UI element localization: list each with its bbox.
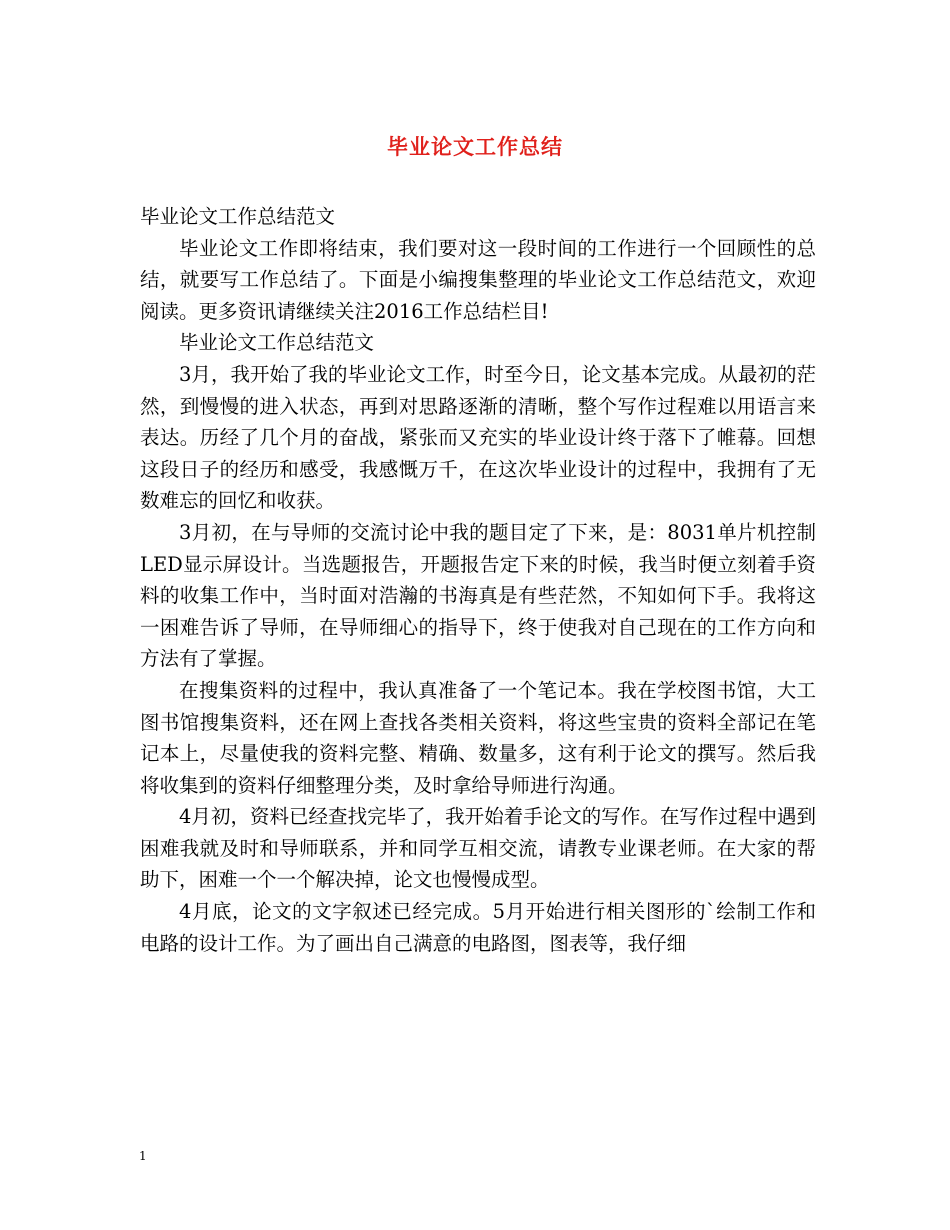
page-number: 1 — [139, 1149, 147, 1163]
paragraph-research: 在搜集资料的过程中，我认真准备了一个笔记本。我在学校图书馆，大工图书馆搜集资料，还在网上查找各类相关资料，将这些宝贵的资料全部记在笔记本上，尽量使我的资料完整、精确、数量多，这有利于论文的撰写。然后我将收集到的资料仔细整理分类，及时拿给导师进行沟通。 — [140, 678, 816, 797]
paragraph-march: 3月，我开始了我的毕业论文工作，时至今日，论文基本完成。从最初的茫然，到慢慢的进入状态，再到对思路逐渐的清晰，整个写作过程难以用语言来表达。历经了几个月的奋战，紧张而又充实的毕业设计终于落下了帷幕。回想这段日子的经历和感受，我感慨万千，在这次毕业设计的过程中，我拥有了无数难忘的回忆和收获。 — [140, 362, 816, 513]
paragraph-subtitle: 毕业论文工作总结范文 — [140, 205, 336, 228]
document-title: 毕业论文工作总结 — [387, 134, 563, 159]
paragraph-intro: 毕业论文工作即将结束，我们要对这一段时间的工作进行一个回顾性的总结，就要写工作总结了。下面是小编搜集整理的毕业论文工作总结范文，欢迎阅读。更多资讯请继续关注2016工作总结栏目! — [140, 236, 816, 323]
paragraph-heading: 毕业论文工作总结范文 — [179, 331, 375, 355]
paragraph-end-april: 4月底，论文的文字叙述已经完成。5月开始进行相关图形的`绘制工作和电路的设计工作。为了画出自己满意的电路图，图表等，我仔细 — [140, 900, 816, 955]
document-body — [140, 201, 816, 959]
paragraph-early-march: 3月初，在与导师的交流讨论中我的题目定了下来，是：8031单片机控制LED显示屏设计。当选题报告，开题报告定下来的时候，我当时便立刻着手资料的收集工作中，当时面对浩瀚的书海真是有些茫然，不知如何下手。我将这一困难告诉了导师，在导师细心的指导下，终于使我对自己现在的工作方向和方法有了掌握。 — [140, 520, 816, 671]
paragraph-early-april: 4月初，资料已经查找完毕了，我开始着手论文的写作。在写作过程中遇到困难我就及时和导师联系，并和同学互相交流，请教专业课老师。在大家的帮助下，困难一个一个解决掉，论文也慢慢成型。 — [140, 805, 816, 892]
